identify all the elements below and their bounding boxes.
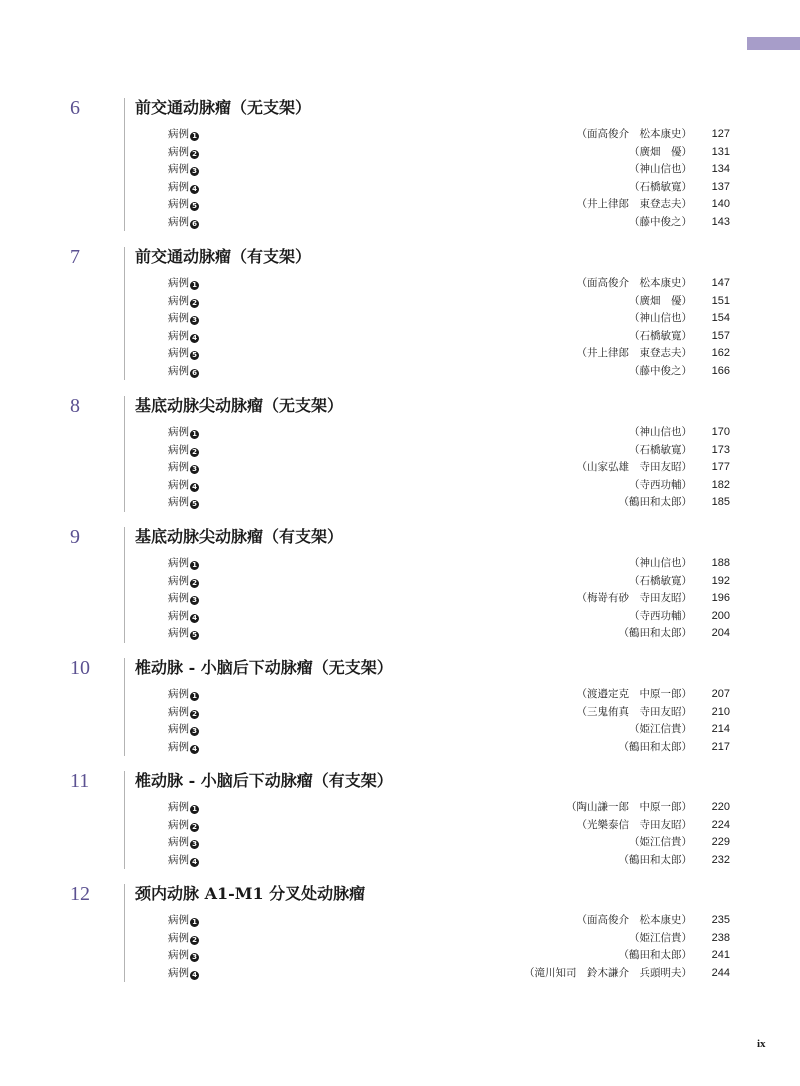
case-authors: （石橋敏寛）	[629, 329, 692, 342]
case-authors: （神山信也）	[629, 163, 692, 175]
case-label-text: 病例	[168, 496, 189, 508]
case-label	[168, 721, 199, 738]
case-label-text: 病例	[168, 818, 189, 831]
case-label	[168, 126, 199, 143]
case-authors: （石橋敏寛）	[629, 180, 692, 193]
case-number-badge: 2	[190, 448, 199, 457]
case-entry[interactable]	[0, 590, 800, 607]
case-authors: （寺西功輔）	[629, 478, 692, 491]
case-page-number: 232	[711, 853, 730, 866]
case-label	[168, 834, 199, 851]
case-number-badge: 2	[190, 579, 199, 588]
case-number-badge: 3	[190, 840, 199, 849]
case-label	[168, 275, 199, 292]
case-label-text: 病例	[168, 627, 189, 639]
case-label	[168, 739, 199, 756]
case-number-badge: 6	[190, 369, 199, 378]
case-label	[168, 965, 199, 982]
chapter-title[interactable]: 前交通动脉瘤（有支架）	[135, 247, 312, 266]
case-label	[168, 196, 199, 213]
case-page-number: 214	[711, 723, 730, 735]
case-number-badge: 4	[190, 334, 199, 343]
case-label-text: 病例	[168, 688, 189, 700]
case-authors: （鶴田和太郎）	[618, 740, 692, 753]
case-number-badge: 3	[190, 727, 199, 736]
case-label-text: 病例	[168, 801, 189, 813]
case-authors: （面高俊介 松本康史）	[576, 277, 692, 289]
case-authors: （渡邉定克 中原一郎）	[576, 688, 692, 700]
case-entry[interactable]	[0, 126, 800, 143]
case-page-number: 238	[711, 931, 730, 944]
case-label	[168, 573, 199, 590]
case-authors: （藤中俊之）	[629, 364, 692, 377]
case-label	[168, 686, 199, 703]
case-label-text: 病例	[168, 705, 189, 718]
case-page-number: 154	[711, 312, 730, 324]
case-page-number: 137	[711, 180, 730, 193]
chapter-number: 6	[70, 97, 80, 119]
case-page-number: 162	[711, 347, 730, 359]
chapter-number: 7	[70, 246, 80, 268]
case-page-number: 131	[711, 145, 730, 158]
case-entry[interactable]	[0, 144, 800, 161]
case-authors: （鶴田和太郎）	[618, 853, 692, 866]
case-label-text: 病例	[168, 294, 189, 307]
case-page-number: 235	[711, 914, 730, 926]
case-number-badge: 2	[190, 936, 199, 945]
case-label-text: 病例	[168, 609, 189, 622]
case-page-number: 241	[711, 949, 730, 961]
case-number-badge: 4	[190, 185, 199, 194]
case-entry[interactable]	[0, 310, 800, 327]
case-page-number: 229	[711, 836, 730, 848]
case-page-number: 140	[711, 198, 730, 210]
case-entry[interactable]	[0, 930, 800, 947]
case-label	[168, 799, 199, 816]
case-label-text: 病例	[168, 836, 189, 848]
case-page-number: 220	[711, 801, 730, 813]
case-label-text: 病例	[168, 312, 189, 324]
chapter-title[interactable]: 前交通动脉瘤（无支架）	[135, 98, 312, 117]
case-number-badge: 1	[190, 805, 199, 814]
case-number-badge: 2	[190, 150, 199, 159]
chapter-number: 10	[70, 657, 90, 679]
case-label	[168, 852, 199, 869]
case-label	[168, 424, 199, 441]
case-number-badge: 3	[190, 167, 199, 176]
case-label-text: 病例	[168, 740, 189, 753]
case-label	[168, 459, 199, 476]
case-entry[interactable]	[0, 947, 800, 964]
case-page-number: 188	[711, 557, 730, 569]
case-number-badge: 1	[190, 918, 199, 927]
case-label-text: 病例	[168, 198, 189, 210]
case-label	[168, 590, 199, 607]
case-authors: （三鬼侑真 寺田友昭）	[576, 705, 692, 718]
case-number-badge: 1	[190, 132, 199, 141]
case-page-number: 170	[711, 426, 730, 438]
case-page-number: 177	[711, 461, 730, 473]
case-authors: （面高俊介 松本康史）	[576, 128, 692, 140]
case-authors: （石橋敏寛）	[629, 443, 692, 456]
case-entry[interactable]	[0, 424, 800, 441]
case-number-badge: 4	[190, 745, 199, 754]
case-number-badge: 2	[190, 823, 199, 832]
case-label-text: 病例	[168, 180, 189, 193]
case-entry[interactable]	[0, 686, 800, 703]
case-page-number: 157	[711, 329, 730, 342]
case-label-text: 病例	[168, 931, 189, 944]
case-page-number: 182	[711, 478, 730, 491]
case-label-text: 病例	[168, 966, 189, 979]
case-entry[interactable]	[0, 363, 800, 380]
case-label	[168, 477, 199, 494]
case-number-badge: 3	[190, 953, 199, 962]
case-label-text: 病例	[168, 443, 189, 456]
case-number-badge: 4	[190, 971, 199, 980]
case-label-text: 病例	[168, 128, 189, 140]
case-label-text: 病例	[168, 461, 189, 473]
case-number-badge: 4	[190, 483, 199, 492]
chapter-number: 8	[70, 395, 80, 417]
case-authors: （山家弘雄 寺田友昭）	[576, 461, 692, 473]
case-label-text: 病例	[168, 478, 189, 491]
case-label-text: 病例	[168, 949, 189, 961]
case-authors: （鶴田和太郎）	[618, 949, 692, 961]
case-label	[168, 494, 199, 511]
case-entry[interactable]	[0, 625, 800, 642]
case-authors: （藤中俊之）	[629, 215, 692, 228]
case-page-number: 200	[711, 609, 730, 622]
case-label	[168, 161, 199, 178]
case-label	[168, 930, 199, 947]
case-entry[interactable]	[0, 799, 800, 816]
case-entry[interactable]	[0, 275, 800, 292]
case-label	[168, 817, 199, 834]
case-label-text: 病例	[168, 592, 189, 604]
case-label	[168, 363, 199, 380]
case-entry[interactable]	[0, 161, 800, 178]
case-authors: （廣畑 優）	[629, 145, 692, 158]
case-label	[168, 328, 199, 345]
case-label	[168, 625, 199, 642]
case-page-number: 166	[711, 364, 730, 377]
case-authors: （姫江信貴）	[629, 931, 692, 944]
case-entry[interactable]	[0, 477, 800, 494]
case-label-text: 病例	[168, 163, 189, 175]
case-number-badge: 3	[190, 596, 199, 605]
case-entry[interactable]	[0, 459, 800, 476]
case-label	[168, 310, 199, 327]
case-number-badge: 1	[190, 561, 199, 570]
case-authors: （滝川知司 鈴木謙介 兵頭明夫）	[524, 966, 692, 979]
case-label-text: 病例	[168, 853, 189, 866]
corner-accent-tab	[747, 37, 800, 50]
case-label	[168, 214, 199, 231]
case-entry[interactable]	[0, 494, 800, 511]
case-label-text: 病例	[168, 914, 189, 926]
case-label-text: 病例	[168, 215, 189, 228]
case-number-badge: 2	[190, 299, 199, 308]
case-label-text: 病例	[168, 145, 189, 158]
case-page-number: 244	[711, 966, 730, 979]
case-authors: （井上律郎 東登志夫）	[576, 347, 692, 359]
case-number-badge: 5	[190, 202, 199, 211]
case-number-badge: 5	[190, 631, 199, 640]
case-page-number: 210	[711, 705, 730, 718]
case-authors: （神山信也）	[629, 312, 692, 324]
case-label	[168, 555, 199, 572]
case-label-text: 病例	[168, 364, 189, 377]
case-label	[168, 608, 199, 625]
case-page-number: 207	[711, 688, 730, 700]
case-entry[interactable]	[0, 817, 800, 834]
case-entry[interactable]	[0, 555, 800, 572]
chapter-number: 9	[70, 526, 80, 548]
case-authors: （面高俊介 松本康史）	[576, 914, 692, 926]
case-label	[168, 345, 199, 362]
case-page-number: 217	[711, 740, 730, 753]
case-entry[interactable]	[0, 608, 800, 625]
chapter-title[interactable]: 椎动脉 - 小脑后下动脉瘤（有支架）	[135, 771, 393, 790]
case-authors: （廣畑 優）	[629, 294, 692, 307]
chapter-title[interactable]: 基底动脉尖动脉瘤（有支架）	[135, 527, 344, 546]
case-entry[interactable]	[0, 852, 800, 869]
case-entry[interactable]	[0, 965, 800, 982]
case-authors: （姫江信貴）	[629, 723, 692, 735]
case-page-number: 173	[711, 443, 730, 456]
case-label-text: 病例	[168, 574, 189, 587]
case-label-text: 病例	[168, 723, 189, 735]
case-entry[interactable]	[0, 214, 800, 231]
case-authors: （寺西功輔）	[629, 609, 692, 622]
case-page-number: 127	[711, 128, 730, 140]
case-label-text: 病例	[168, 426, 189, 438]
case-label	[168, 179, 199, 196]
case-label-text: 病例	[168, 329, 189, 342]
case-entry[interactable]	[0, 704, 800, 721]
case-authors: （鶴田和太郎）	[618, 496, 692, 508]
case-number-badge: 1	[190, 281, 199, 290]
case-page-number: 134	[711, 163, 730, 175]
case-page-number: 204	[711, 627, 730, 639]
case-authors: （井上律郎 東登志夫）	[576, 198, 692, 210]
case-number-badge: 4	[190, 614, 199, 623]
case-page-number: 196	[711, 592, 730, 604]
case-number-badge: 6	[190, 220, 199, 229]
case-entry[interactable]	[0, 345, 800, 362]
case-page-number: 192	[711, 574, 730, 587]
case-entry[interactable]	[0, 442, 800, 459]
case-entry[interactable]	[0, 721, 800, 738]
chapter-title[interactable]: 椎动脉 - 小脑后下动脉瘤（无支架）	[135, 658, 393, 677]
case-label	[168, 442, 199, 459]
case-entry[interactable]	[0, 293, 800, 310]
case-entry[interactable]	[0, 328, 800, 345]
case-authors: （石橋敏寛）	[629, 574, 692, 587]
case-number-badge: 3	[190, 316, 199, 325]
case-authors: （陶山謙一郎 中原一郎）	[566, 801, 692, 813]
case-label	[168, 912, 199, 929]
page-number: ix	[757, 1038, 766, 1050]
chapter-title[interactable]: 颈内动脉 A1-M1 分叉处动脉瘤	[135, 884, 366, 903]
case-entry[interactable]	[0, 179, 800, 196]
case-authors: （光樂泰信 寺田友昭）	[576, 818, 692, 831]
case-label-text: 病例	[168, 347, 189, 359]
case-page-number: 151	[711, 294, 730, 307]
case-entry[interactable]	[0, 912, 800, 929]
case-entry[interactable]	[0, 834, 800, 851]
case-number-badge: 5	[190, 500, 199, 509]
case-number-badge: 4	[190, 858, 199, 867]
case-authors: （梅嵜有砂 寺田友昭）	[576, 592, 692, 604]
case-number-badge: 1	[190, 692, 199, 701]
case-label-text: 病例	[168, 557, 189, 569]
chapter-number: 11	[70, 770, 90, 792]
case-number-badge: 3	[190, 465, 199, 474]
case-label	[168, 293, 199, 310]
case-number-badge: 5	[190, 351, 199, 360]
case-label-text: 病例	[168, 277, 189, 289]
case-label	[168, 704, 199, 721]
case-authors: （神山信也）	[629, 426, 692, 438]
case-label	[168, 144, 199, 161]
case-page-number: 185	[711, 496, 730, 508]
case-number-badge: 1	[190, 430, 199, 439]
case-authors: （鶴田和太郎）	[618, 627, 692, 639]
case-page-number: 147	[711, 277, 730, 289]
chapter-number: 12	[70, 883, 90, 905]
case-entry[interactable]	[0, 196, 800, 213]
chapter-title[interactable]: 基底动脉尖动脉瘤（无支架）	[135, 396, 344, 415]
case-number-badge: 2	[190, 710, 199, 719]
case-entry[interactable]	[0, 573, 800, 590]
case-authors: （神山信也）	[629, 557, 692, 569]
case-authors: （姫江信貴）	[629, 836, 692, 848]
case-page-number: 224	[711, 818, 730, 831]
case-page-number: 143	[711, 215, 730, 228]
case-label	[168, 947, 199, 964]
case-entry[interactable]	[0, 739, 800, 756]
